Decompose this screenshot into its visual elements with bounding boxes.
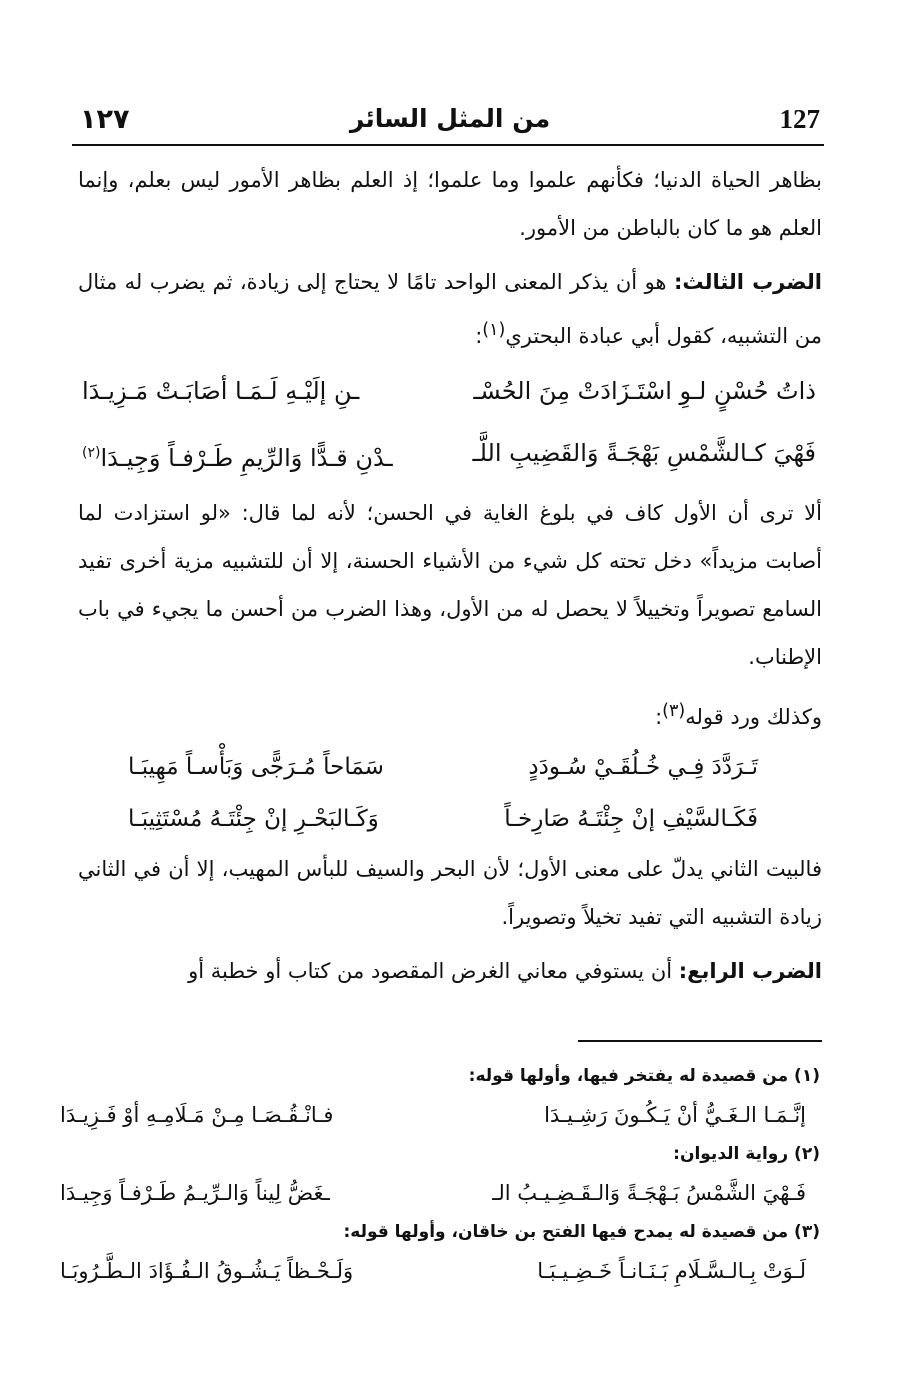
footnote-1-hemistich-b: فـانْـقُـصَـا مِـنْ مَـلَامِـهِ أوْ فَـزِيـدَا	[60, 1103, 334, 1127]
footnotes	[60, 1062, 820, 1296]
verse-1-hemistich-a: ذاتُ حُسْنٍ لـوِ اسْتَـزَادَتْ مِنَ الحُسْـ	[473, 377, 816, 405]
paragraph-6	[78, 947, 822, 995]
verse-line-4	[128, 793, 758, 845]
footnote-2-head: (٢) رواية الديوان:	[673, 1144, 820, 1164]
footnote-1-verse	[60, 1090, 806, 1140]
paragraph-3: ألا ترى أن الأول كاف في بلوغ الغاية في الحسن؛ لأنه لما قال: «لو استزادت لما أصابت مزيداً» دخل تحته كل شيء من الأشياء الحسنة، إلا أن للتشبيه مزية أخرى تفيد السامع تصويراً وتخييلاً لا يحصل له من الأول، وهذا الضرب من أحسن ما يجيء في باب الإطناب.	[78, 501, 822, 669]
paragraph-4	[78, 687, 822, 741]
verse-1-hemistich-b: ـنِ إلَيْـهِ لَـمَـا أصَابَـتْ مَـزِيـدَا	[82, 377, 360, 405]
paragraph-1: بظاهر الحياة الدنيا؛ فكأنهم علموا وما علموا؛ إذ العلم بظاهر الأمور ليس بعلم، وإنما العلم هو ما كان بالباطن من الأمور.	[78, 168, 822, 240]
paragraph-4-text: وكذلك ورد قوله	[685, 705, 822, 729]
paragraph-2-end: :	[475, 324, 483, 348]
verse-3-hemistich-b: سَمَاحاً مُـرَجًّى وَبَأْسـاً مَهِيبَـا	[128, 754, 384, 780]
verse-2-hemistich-b-text: ـدْنِ قـدًّا وَالرِّيمِ طَـرْفـاً وَجِيـدَا	[100, 444, 393, 472]
footnote-2-verse	[60, 1168, 806, 1218]
footnote-ref-1: (١)	[482, 320, 506, 340]
paragraph-6-text: أن يستوفي معاني الغرض المقصود من كتاب أو خطبة أو	[188, 959, 679, 983]
page-header	[70, 100, 830, 140]
verse-3-hemistich-a: تَـرَدَّدَ فِـي خُـلُقَـيْ سُـودَدٍ	[528, 754, 758, 780]
page-number-arabic: ١٢٧	[80, 104, 130, 135]
footnote-3-hemistich-a: لَـوَتْ بِـالـسَّـلَامِ بَـنَـانـاً خَـضِـيـبَـا	[537, 1259, 806, 1283]
page-number-latin: 127	[779, 104, 820, 134]
verse-4-hemistich-a: فَكَـالسَّيْفِ إنْ جِئْتَـهُ صَارِخـاً	[504, 806, 758, 832]
verse-line-2	[82, 422, 816, 489]
footnote-ref-3: (٣)	[662, 701, 686, 721]
footnote-1-head: (١) من قصيدة له يفتخر فيها، وأولها قوله:	[468, 1066, 820, 1086]
paragraph-5: فالبيت الثاني يدلّ على معنى الأول؛ لأن البحر والسيف للبأس المهيب، إلا أن في الثاني زيادة التشبيه التي تفيد تخيلاً وتصويراً.	[78, 857, 822, 929]
verse-line-1	[82, 360, 816, 422]
verse-4-hemistich-b: وَكَـالبَحْـرِ إنْ جِئْتَـهُ مُسْتَثِيبَـا	[128, 806, 379, 832]
running-title: من المثل السائر	[349, 104, 551, 133]
main-text	[78, 156, 822, 995]
footnote-3-hemistich-b: وَلَـحْـظاً يَـشُـوقُ الـفُـؤَادَ الـطَّـرُوبَـا	[60, 1259, 354, 1283]
paragraph-2-text: هو أن يذكر المعنى الواحد تامًا لا يحتاج إلى زيادة، ثم يضرب له مثال من التشبيه، كقول أبي عبادة البحتري	[78, 270, 822, 348]
footnote-3-verse	[60, 1246, 806, 1296]
footnote-1-hemistich-a: إنَّـمَـا الـغَـيُّ أنْ يَـكُـونَ رَشِـيـدَا	[544, 1103, 806, 1127]
footnote-2-hemistich-b: ـغَضُّ لِيناً وَالـرِّيـمُ طَـرْفـاً وَجِيـدَا	[60, 1181, 330, 1205]
verse-2-hemistich-b	[82, 422, 393, 489]
verse-line-3	[128, 741, 758, 793]
paragraph-2	[78, 258, 822, 360]
header-rule	[72, 144, 824, 146]
footnote-3-head: (٣) من قصيدة له يمدح فيها الفتح بن خاقان، وأولها قوله:	[343, 1222, 820, 1242]
paragraph-4-end: :	[655, 705, 663, 729]
verse-2-hemistich-a: فَهْيَ كـالشَّمْسِ بَهْجَـةً وَالقَضِيبِ اللَّـ	[472, 439, 816, 467]
footnote-rule	[578, 1040, 822, 1042]
section-heading-fourth: الضرب الرابع:	[678, 959, 822, 983]
footnote-ref-2: (٢)	[82, 445, 101, 461]
section-heading-third: الضرب الثالث:	[673, 270, 823, 294]
footnote-2-hemistich-a: فَـهْيَ الشَّمْسُ بَـهْجَـةً وَالـقَـضِـيـبُ الـ	[492, 1181, 806, 1205]
